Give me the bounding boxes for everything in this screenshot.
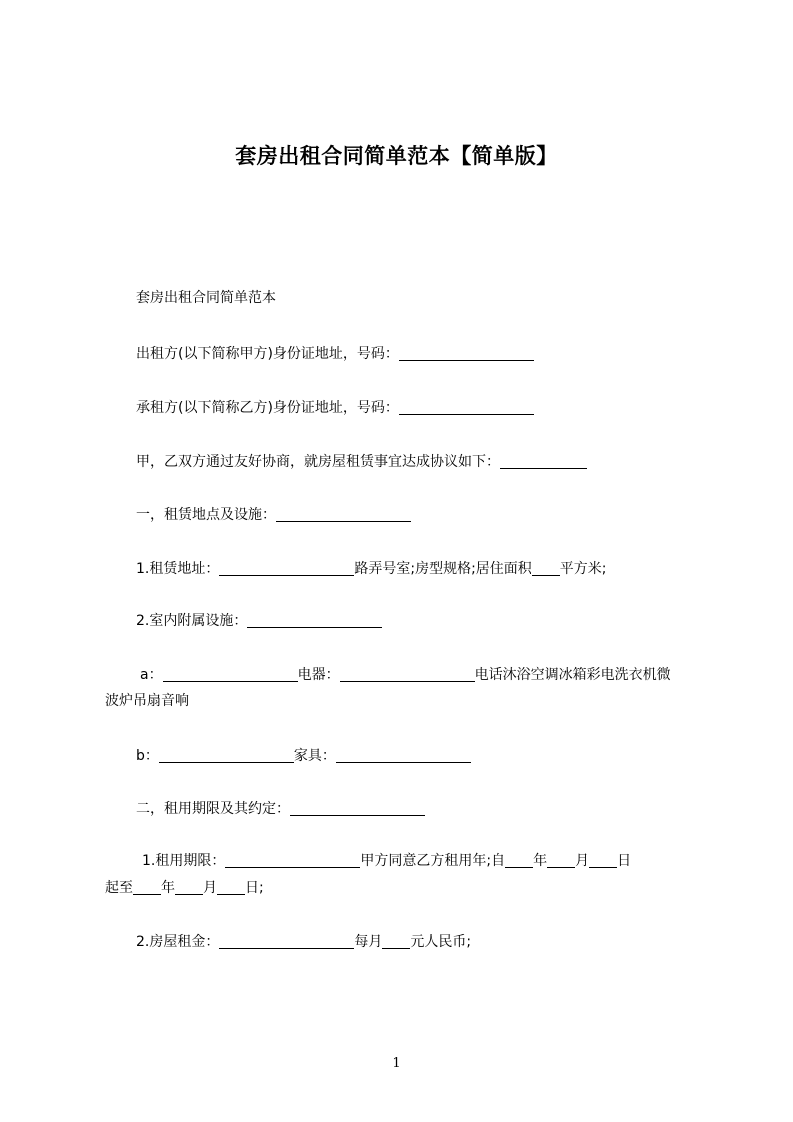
agreement-text: 甲，乙双方通过友好协商，就房屋租赁事宜达成协议如下： (136, 454, 500, 470)
appliances-continued-line (105, 686, 189, 716)
facilities-blank (247, 611, 382, 628)
rent-label: 2.房屋租金： (136, 934, 220, 950)
item-b-label: b： (136, 748, 159, 764)
end-month-label: 月 (203, 880, 217, 896)
section1-blank (276, 505, 411, 522)
item-a-blank (163, 665, 298, 682)
area-blank (532, 559, 560, 576)
end-day-blank (217, 878, 245, 895)
end-day-label: 日; (245, 880, 264, 896)
lessee-line (136, 393, 534, 423)
item-a-label: a： (140, 667, 163, 683)
page-number: 1 (392, 1056, 401, 1071)
facilities-line (136, 606, 382, 636)
agreement-blank (500, 452, 587, 469)
section2-text: 二，租用期限及其约定： (136, 801, 290, 817)
document-title: 套房出租合同简单范本【简单版】 (235, 144, 558, 168)
contract-heading (136, 283, 276, 313)
lessor-text: 出租方(以下简称甲方)身份证地址，号码： (136, 346, 399, 362)
lessor-blank (399, 344, 534, 361)
contract-heading-text: 套房出租合同简单范本 (136, 290, 276, 306)
start-month-label: 月 (575, 853, 590, 869)
lease-term-line (142, 846, 631, 876)
lessee-text: 承租方(以下简称乙方)身份证地址，号码： (136, 400, 399, 416)
start-day-blank (589, 851, 617, 868)
rental-address-line (136, 554, 607, 584)
start-month-blank (547, 851, 575, 868)
lease-term-detail: 甲方同意乙方租用年;自 (360, 853, 506, 869)
appliances-line (140, 660, 671, 690)
lease-end-line (105, 873, 264, 903)
facilities-label: 2.室内附属设施： (136, 613, 248, 629)
appliances-label: 电器： (297, 667, 340, 683)
furniture-blank (336, 746, 471, 763)
start-day-label: 日 (617, 853, 632, 869)
rental-address-detail: 路弄号室;房型规格;居住面积 (354, 561, 532, 577)
furniture-line (136, 741, 471, 771)
start-year-label: 年 (533, 853, 548, 869)
appliances-blank (340, 665, 475, 682)
rental-address-blank (219, 559, 354, 576)
lease-term-blank (225, 851, 360, 868)
furniture-label: 家具： (293, 748, 336, 764)
section1-heading (136, 500, 411, 530)
section1-text: 一，租赁地点及设施： (136, 507, 276, 523)
lease-term-label: 1.租用期限： (142, 853, 226, 869)
rent-monthly-label: 每月 (354, 934, 383, 950)
rental-address-label: 1.租赁地址： (136, 561, 220, 577)
item-b-blank (159, 746, 294, 763)
agreement-line (136, 447, 587, 477)
lessor-line (136, 339, 534, 369)
start-year-blank (505, 851, 533, 868)
rent-currency: 元人民币; (410, 934, 472, 950)
section2-heading (136, 794, 425, 824)
lessee-blank (399, 398, 534, 415)
area-unit: 平方米; (559, 561, 607, 577)
section2-blank (290, 799, 425, 816)
rent-line (136, 927, 471, 957)
end-year-blank (133, 878, 161, 895)
rent-amount-blank (382, 932, 410, 949)
end-month-blank (175, 878, 203, 895)
from-to-label: 起至 (105, 880, 133, 896)
appliances-list: 电话沐浴空调冰箱彩电洗衣机微 (474, 667, 671, 683)
appliances-list-continued: 波炉吊扇音响 (105, 693, 189, 709)
end-year-label: 年 (161, 880, 175, 896)
rent-blank (219, 932, 354, 949)
